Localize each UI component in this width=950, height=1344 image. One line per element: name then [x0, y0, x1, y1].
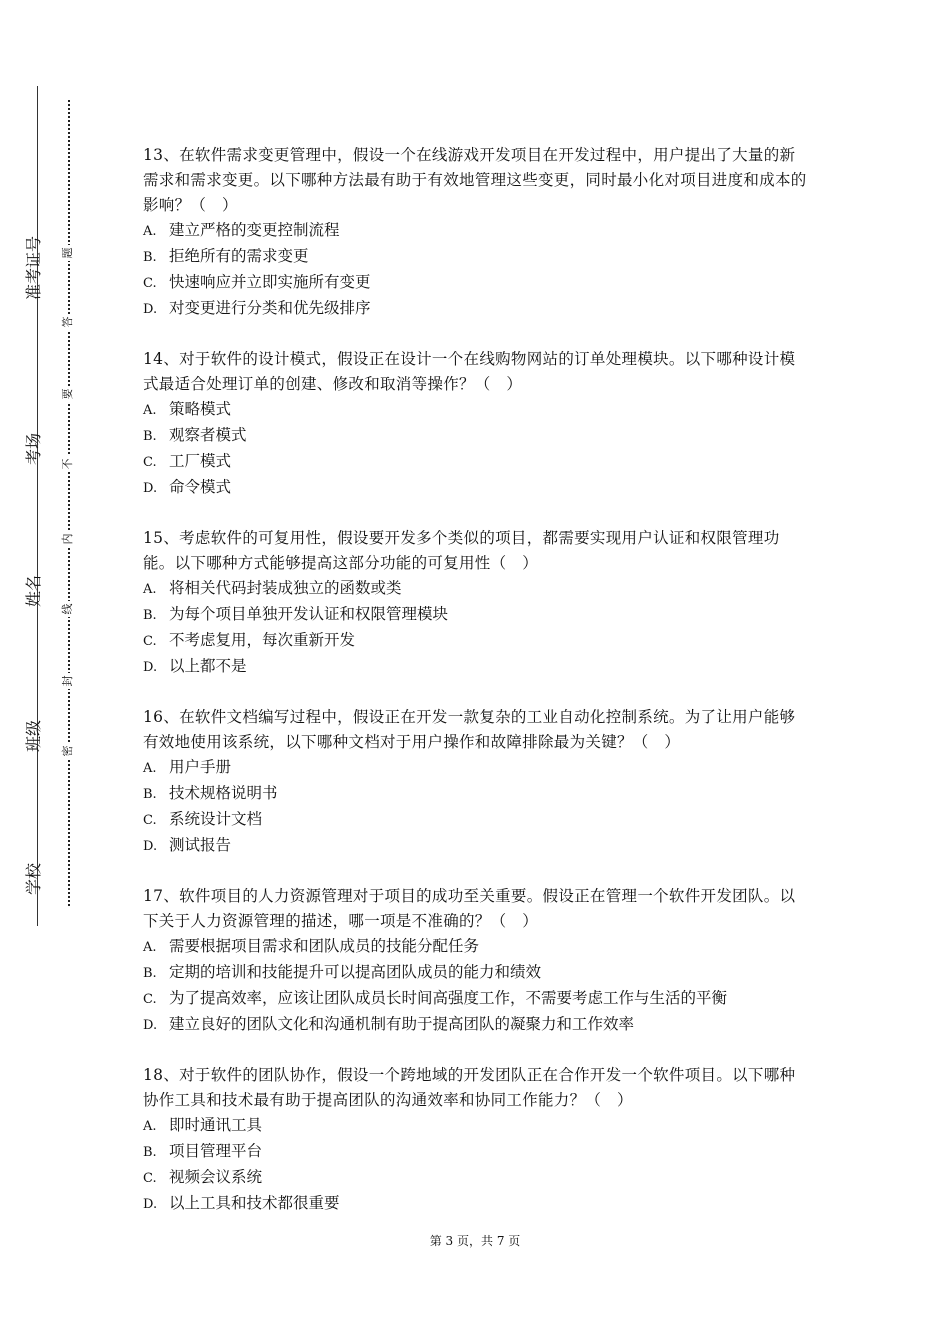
option-c[interactable]: [143, 1165, 811, 1191]
seal-char: 内: [59, 531, 77, 547]
option-text: 测试报告: [169, 836, 232, 854]
option-b[interactable]: [143, 1139, 811, 1165]
option-a[interactable]: [143, 576, 811, 602]
question-18: [143, 1063, 811, 1217]
option-a[interactable]: [143, 755, 811, 781]
option-text: 需要根据项目需求和团队成员的技能分配任务: [169, 937, 480, 955]
option-a[interactable]: [143, 1113, 811, 1139]
question-list: [143, 143, 811, 1242]
page-number-footer: 第 3 页，共 7 页: [429, 1234, 521, 1248]
field-class-label: 班级: [24, 720, 43, 753]
option-letter: C.: [143, 455, 157, 470]
option-text: 以上工具和技术都很重要: [169, 1194, 340, 1212]
option-letter: B.: [143, 787, 157, 802]
option-letter: D.: [143, 1197, 158, 1212]
field-exam-number-label: 准考证号: [24, 235, 43, 300]
option-letter: B.: [143, 429, 157, 444]
seal-dotted-line: [68, 100, 70, 906]
option-b[interactable]: [143, 244, 811, 270]
option-c[interactable]: [143, 628, 811, 654]
option-letter: C.: [143, 276, 157, 291]
option-text: 即时通讯工具: [169, 1116, 263, 1134]
option-d[interactable]: [143, 1012, 811, 1038]
option-d[interactable]: [143, 475, 811, 501]
option-d[interactable]: [143, 654, 811, 680]
field-exam-room-label: 考场: [24, 433, 43, 466]
option-text: 命令模式: [169, 478, 232, 496]
seal-char: 要: [59, 386, 77, 402]
option-d[interactable]: [143, 296, 811, 322]
option-text: 拒绝所有的需求变更: [169, 247, 309, 265]
option-a[interactable]: [143, 934, 811, 960]
option-a[interactable]: [143, 218, 811, 244]
option-c[interactable]: [143, 986, 811, 1012]
field-school-label: 学校: [24, 863, 43, 896]
option-text: 以上都不是: [169, 657, 247, 675]
question-14: [143, 347, 811, 501]
option-letter: D.: [143, 481, 158, 496]
option-letter: C.: [143, 1171, 157, 1186]
option-text: 快速响应并立即实施所有变更: [169, 273, 371, 291]
option-text: 项目管理平台: [169, 1142, 263, 1160]
seal-char: 线: [59, 601, 77, 617]
option-text: 策略模式: [169, 400, 232, 418]
seal-char: 答: [59, 314, 77, 330]
option-text: 为每个项目单独开发认证和权限管理模块: [169, 605, 449, 623]
option-text: 建立良好的团队文化和沟通机制有助于提高团队的凝聚力和工作效率: [169, 1015, 635, 1033]
option-text: 系统设计文档: [169, 810, 263, 828]
option-letter: B.: [143, 1145, 157, 1160]
option-letter: C.: [143, 813, 157, 828]
seal-char: 不: [59, 456, 77, 472]
option-letter: C.: [143, 992, 157, 1007]
option-letter: A.: [143, 761, 157, 776]
option-letter: B.: [143, 966, 157, 981]
option-letter: D.: [143, 660, 158, 675]
option-text: 为了提高效率，应该让团队成员长时间高强度工作，不需要考虑工作与生活的平衡: [169, 989, 728, 1007]
option-text: 对变更进行分类和优先级排序: [169, 299, 371, 317]
option-letter: A.: [143, 403, 157, 418]
option-letter: D.: [143, 839, 158, 854]
option-letter: D.: [143, 302, 158, 317]
option-c[interactable]: [143, 807, 811, 833]
option-letter: B.: [143, 608, 157, 623]
question-stem: 16、在软件文档编写过程中，假设正在开发一款复杂的工业自动化控制系统。为了让用户能够有效地使用该系统，以下哪种文档对于用户操作和故障排除最为关键？（ ）: [143, 708, 796, 751]
question-17: [143, 884, 811, 1038]
option-text: 技术规格说明书: [169, 784, 278, 802]
question-16: [143, 705, 811, 859]
question-stem: 13、在软件需求变更管理中，假设一个在线游戏开发项目在开发过程中，用户提出了大量的新需求和需求变更。以下哪种方法最有助于有效地管理这些变更，同时最小化对项目进度和成本的影响？（ ）: [143, 146, 807, 214]
seal-char: 封: [59, 673, 77, 689]
question-13: [143, 143, 811, 322]
option-letter: D.: [143, 1018, 158, 1033]
option-letter: A.: [143, 582, 157, 597]
option-text: 定期的培训和技能提升可以提高团队成员的能力和绩效: [169, 963, 542, 981]
question-stem: 14、对于软件的设计模式，假设正在设计一个在线购物网站的订单处理模块。以下哪种设计模式最适合处理订单的创建、修改和取消等操作？（ ）: [143, 350, 796, 393]
option-b[interactable]: [143, 602, 811, 628]
option-letter: B.: [143, 250, 157, 265]
option-text: 工厂模式: [169, 452, 232, 470]
option-letter: A.: [143, 940, 157, 955]
option-b[interactable]: [143, 781, 811, 807]
option-text: 视频会议系统: [169, 1168, 263, 1186]
option-a[interactable]: [143, 397, 811, 423]
binding-solid-line: [37, 86, 38, 926]
option-d[interactable]: [143, 833, 811, 859]
option-letter: A.: [143, 224, 157, 239]
option-c[interactable]: [143, 449, 811, 475]
seal-char: 密: [59, 743, 77, 759]
option-text: 观察者模式: [169, 426, 247, 444]
option-d[interactable]: [143, 1191, 811, 1217]
option-text: 将相关代码封装成独立的函数或类: [169, 579, 402, 597]
question-stem: 15、考虑软件的可复用性，假设要开发多个类似的项目，都需要实现用户认证和权限管理功能。以下哪种方式能够提高这部分功能的可复用性（ ）: [143, 529, 780, 572]
option-b[interactable]: [143, 423, 811, 449]
option-c[interactable]: [143, 270, 811, 296]
option-text: 建立严格的变更控制流程: [169, 221, 340, 239]
option-letter: A.: [143, 1119, 157, 1134]
option-b[interactable]: [143, 960, 811, 986]
seal-char: 题: [59, 245, 77, 261]
field-name-label: 姓名: [24, 575, 43, 608]
option-letter: C.: [143, 634, 157, 649]
question-stem: 17、软件项目的人力资源管理对于项目的成功至关重要。假设正在管理一个软件开发团队。以下关于人力资源管理的描述，哪一项是不准确的？（ ）: [143, 887, 796, 930]
option-text: 用户手册: [169, 758, 232, 776]
question-15: [143, 526, 811, 680]
option-text: 不考虑复用，每次重新开发: [169, 631, 356, 649]
question-stem: 18、对于软件的团队协作，假设一个跨地域的开发团队正在合作开发一个软件项目。以下哪种协作工具和技术最有助于提高团队的沟通效率和协同工作能力？（ ）: [143, 1066, 796, 1109]
